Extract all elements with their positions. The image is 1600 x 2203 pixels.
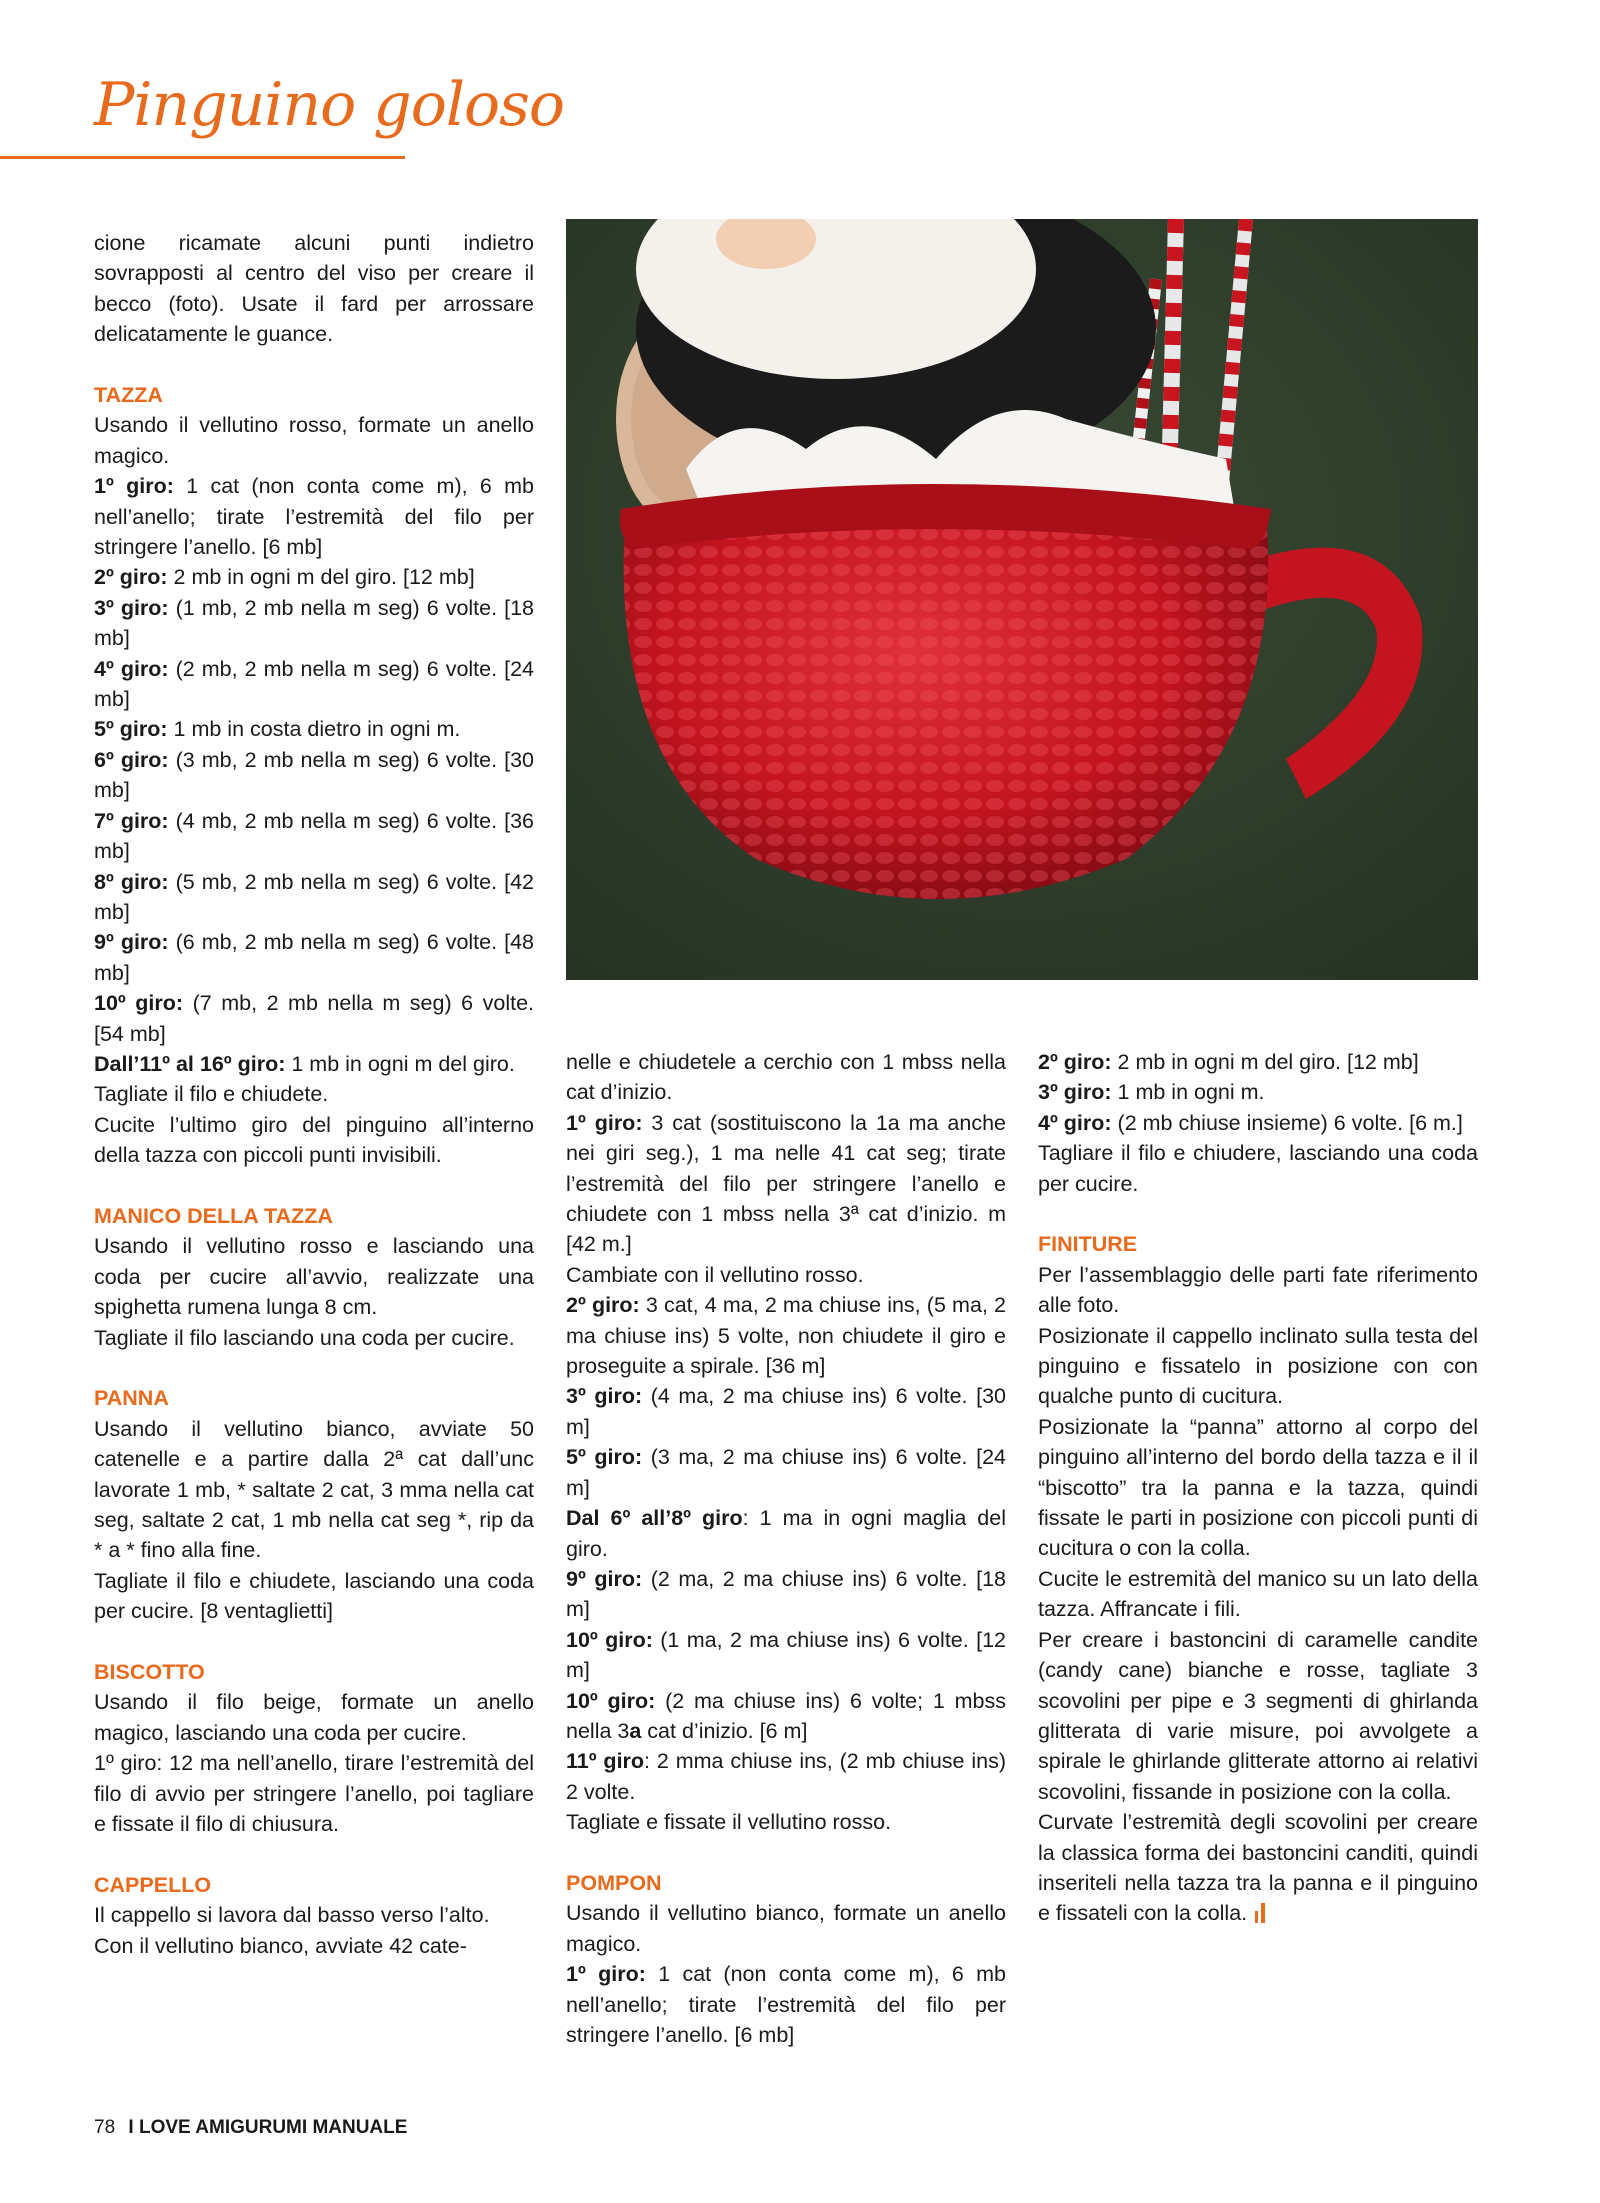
instruction-row xyxy=(94,654,534,715)
row-label: 9º giro: xyxy=(566,1566,643,1591)
magazine-name: I LOVE AMIGURUMI MANUALE xyxy=(128,2117,408,2138)
row-text: (1 mb, 2 mb nella m seg) 6 volte. [18 mb] xyxy=(94,595,534,651)
row-text: cat d’inizio. [6 m] xyxy=(641,1718,808,1743)
row-label: 2º giro: xyxy=(1038,1050,1112,1074)
row-text: (2 mb, 2 mb nella m seg) 6 volte. [24 mb] xyxy=(94,656,534,712)
instruction-row xyxy=(94,745,534,806)
biscotto-p1: Usando il filo beige, formate un anello magico, lasciando una coda per cucire. xyxy=(94,1690,534,1745)
row-text: 1 mb in ogni m del giro. xyxy=(285,1051,515,1076)
finiture-p5: Per creare i bastoncini di caramelle candite (candy cane) bianche e rosse, tagliate 3 scovolini per pipe e 3 segmenti di ghirlanda glitterata di varie misure, poi avvolgete a spirale le ghirlande glitterate attorno ai relativi scovolini, fissande in posizione con la colla. xyxy=(1038,1627,1478,1804)
instruction-row xyxy=(566,1290,1006,1381)
row-label: 4º giro: xyxy=(94,656,169,681)
finiture-p3: Posizionate la “panna” attorno al corpo del pinguino all’interno del bordo della tazza e il il “biscotto” tra la panna e la tazza, quindi fissate le parti in posizione con piccoli punti di cucitura o con la colla. xyxy=(1038,1414,1478,1561)
row-label: 10º giro: xyxy=(566,1627,653,1652)
row-text-bold: a xyxy=(629,1718,642,1743)
row-text: : 2 mma chiuse ins, (2 mb chiuse ins) 2 volte. xyxy=(566,1749,1006,1804)
instruction-row xyxy=(94,1049,534,1079)
row-text: 1 cat (non conta come m), 6 mb nell’anello; tirate l’estremità del filo per stringere l’anello. [6 mb] xyxy=(94,474,534,560)
row-label: 3º giro: xyxy=(94,595,169,620)
cappello-p2: Con il vellutino bianco, avviate 42 cate- xyxy=(94,1933,467,1958)
row-label: 2º giro: xyxy=(94,565,168,590)
photo-illustration xyxy=(566,219,1478,980)
row-text: (7 mb, 2 mb nella m seg) 6 volte. [54 mb] xyxy=(94,991,535,1046)
instruction-row xyxy=(566,1746,1006,1807)
section-heading-biscotto: BISCOTTO xyxy=(94,1660,205,1685)
cut-instruction: Tagliate e fissate il vellutino rosso. xyxy=(566,1810,892,1835)
row-text: 1 mb in ogni m. xyxy=(1111,1080,1265,1105)
row-text: (2 ma chiuse ins) 6 volte; 1 mbss nella 3 xyxy=(566,1688,1006,1743)
row-label: 6º giro: xyxy=(94,747,169,772)
section-heading-pompon: POMPON xyxy=(566,1870,662,1895)
row-text: (3 mb, 2 mb nella m seg) 6 volte. [30 mb] xyxy=(94,747,534,803)
row-text: 1 cat (non conta come m), 6 mb nell’anello; tirate l’estremità del filo per stringere l’anello. [6 mb] xyxy=(566,1962,1006,2047)
row-label: 5º giro: xyxy=(94,717,168,742)
finiture-p6-wrap xyxy=(1038,1807,1478,1932)
row-text: 1 mb in costa dietro in ogni m. xyxy=(167,717,461,742)
row-text: 2 mb in ogni m del giro. [12 mb] xyxy=(1111,1050,1419,1074)
cappello-p1: Il cappello si lavora dal basso verso l’alto. xyxy=(94,1903,490,1928)
row-text: (2 ma, 2 ma chiuse ins) 6 volte. [18 m] xyxy=(566,1566,1006,1622)
instruction-row xyxy=(94,867,534,928)
row-label: 8º giro: xyxy=(94,869,169,894)
section-heading-panna: PANNA xyxy=(94,1386,169,1411)
row-label: 4º giro: xyxy=(1038,1110,1112,1135)
instruction-row xyxy=(1038,1077,1478,1107)
instruction-row xyxy=(1038,1047,1478,1077)
row-text: 2 mb in ogni m del giro. [12 mb] xyxy=(167,565,475,590)
column-2 xyxy=(566,1047,1006,2050)
manico-p1: Usando il vellutino rosso e lasciando una coda per cucire all’avvio, realizzate una spighetta rumena lunga 8 cm. xyxy=(94,1234,534,1320)
row-label: Dall’11º al 16º giro: xyxy=(94,1051,286,1076)
intro-paragraph: cione ricamate alcuni punti indietro sovrapposti al centro del viso per creare il becco (foto). Usate il fard per arrossare delicatamente le guance. xyxy=(94,231,534,347)
section-heading-manico: MANICO DELLA TAZZA xyxy=(94,1203,333,1228)
row-label: 1º giro: xyxy=(566,1110,643,1135)
page-footer xyxy=(94,2117,407,2139)
row-text: (1 ma, 2 ma chiuse ins) 6 volte. [12 m] xyxy=(566,1627,1006,1683)
instruction-row xyxy=(566,1381,1006,1442)
row-text: (4 mb, 2 mb nella m seg) 6 volte. [36 mb] xyxy=(94,808,534,864)
finiture-p4: Cucite le estremità del manico su un lato della tazza. Affrancate i fili. xyxy=(1038,1566,1478,1622)
section-heading-cappello: CAPPELLO xyxy=(94,1872,212,1897)
tazza-intro: Usando il vellutino rosso, formate un anello magico. xyxy=(94,413,534,468)
row-text: (6 mb, 2 mb nella m seg) 6 volte. [48 mb] xyxy=(94,930,534,985)
tazza-outro-1: Tagliate il filo e chiudete. xyxy=(94,1082,329,1107)
row-label: 11º giro xyxy=(566,1749,645,1774)
row-text: (4 ma, 2 ma chiuse ins) 6 volte. [30 m] xyxy=(566,1384,1006,1439)
instruction-row xyxy=(566,1442,1006,1503)
section-heading-finiture: FINITURE xyxy=(1038,1232,1138,1257)
end-mark-icon xyxy=(1255,1901,1268,1931)
row-label: 3º giro: xyxy=(566,1384,643,1409)
row-label: 1º giro: xyxy=(94,474,174,499)
instruction-row xyxy=(94,714,534,744)
row-text: 3 cat, 4 ma, 2 ma chiuse ins, (5 ma, 2 ma chiuse ins) 5 volte, non chiudete il giro e proseguite a spirale. [36 m] xyxy=(566,1293,1006,1379)
instruction-row xyxy=(566,1625,1006,1686)
title-underline xyxy=(0,156,405,159)
column-3 xyxy=(1038,1047,1478,1932)
pompon-cut: Tagliare il filo e chiudere, lasciando una coda per cucire. xyxy=(1038,1141,1478,1196)
finiture-p1: Per l’assemblaggio delle parti fate riferimento alle foto. xyxy=(1038,1262,1478,1318)
row-label: 5º giro: xyxy=(566,1445,643,1470)
row-text: (2 mb chiuse insieme) 6 volte. [6 m.] xyxy=(1111,1110,1463,1135)
pompon-p1: Usando il vellutino bianco, formate un anello magico. xyxy=(566,1901,1006,1956)
row-text: (5 mb, 2 mb nella m seg) 6 volte. [42 mb] xyxy=(94,869,534,924)
row-text: : 1 ma in ogni maglia del giro. xyxy=(566,1506,1006,1561)
page-number: 78 xyxy=(94,2117,116,2138)
page-title: Pinguino goloso xyxy=(94,70,565,140)
biscotto-p2: 1º giro: 12 ma nell’anello, tirare l’estremità del filo di avvio per stringere l’anello, poi tagliare e fissate il filo di chiusura. xyxy=(94,1751,534,1837)
row-label: 10º giro: xyxy=(566,1688,656,1713)
tazza-outro-2: Cucite l’ultimo giro del pinguino all’interno della tazza con piccoli punti invisibili. xyxy=(94,1112,534,1168)
instruction-row xyxy=(566,1959,1006,2050)
row-label: 3º giro: xyxy=(1038,1080,1112,1105)
penguin-cup-photo xyxy=(566,219,1478,980)
manico-p2: Tagliate il filo lasciando una coda per cucire. xyxy=(94,1325,515,1350)
instruction-row xyxy=(94,593,534,654)
panna-p1: Usando il vellutino bianco, avviate 50 catenelle e a partire dalla 2ª cat dall’unc lavorate 1 mb, * saltate 2 cat, 3 mma nella cat seg, saltate 2 cat, 1 mb nella cat seg *, rip da * a * fino alla fine. xyxy=(94,1416,534,1563)
row-label: 9º giro: xyxy=(94,930,169,955)
instruction-row xyxy=(94,806,534,867)
section-heading-tazza: TAZZA xyxy=(94,383,163,408)
instruction-row xyxy=(94,471,534,562)
column-1 xyxy=(94,228,534,1961)
instruction-row xyxy=(566,1503,1006,1564)
row-label: Dal 6º all’8º giro xyxy=(566,1506,743,1531)
panna-p2: Tagliate il filo e chiudete, lasciando una coda per cucire. [8 ventaglietti] xyxy=(94,1568,534,1624)
row-label: 10º giro: xyxy=(94,991,184,1016)
instruction-row xyxy=(94,562,534,592)
row-label: 7º giro: xyxy=(94,808,169,833)
instruction-row xyxy=(566,1686,1006,1747)
row-label: 2º giro: xyxy=(566,1293,640,1318)
instruction-row xyxy=(94,927,534,988)
row-text: (3 ma, 2 ma chiuse ins) 6 volte. [24 m] xyxy=(566,1445,1006,1500)
change-color: Cambiate con il vellutino rosso. xyxy=(566,1262,864,1287)
row-text: 3 cat (sostituiscono la 1a ma anche nei giri seg.), 1 ma nelle 41 cat seg; tirate l’estremità del filo per stringere l’anello e chiudete con 1 mbss nella 3ª cat d’inizio. m [42 m.] xyxy=(566,1110,1006,1257)
instruction-row xyxy=(566,1108,1006,1260)
instruction-row xyxy=(1038,1108,1478,1138)
row-label: 1º giro: xyxy=(566,1962,646,1987)
finiture-p6: Curvate l’estremità degli scovolini per creare la classica forma dei bastoncini canditi, quindi inseriteli nella tazza tra la panna e il pinguino e fissateli con la colla. xyxy=(1038,1810,1478,1926)
instruction-row xyxy=(94,988,534,1049)
cappello-continued: nelle e chiudetele a cerchio con 1 mbss nella cat d’inizio. xyxy=(566,1050,1006,1105)
instruction-row xyxy=(566,1564,1006,1625)
finiture-p2: Posizionate il cappello inclinato sulla testa del pinguino e fissatelo in posizione con con qualche punto di cucitura. xyxy=(1038,1323,1478,1409)
